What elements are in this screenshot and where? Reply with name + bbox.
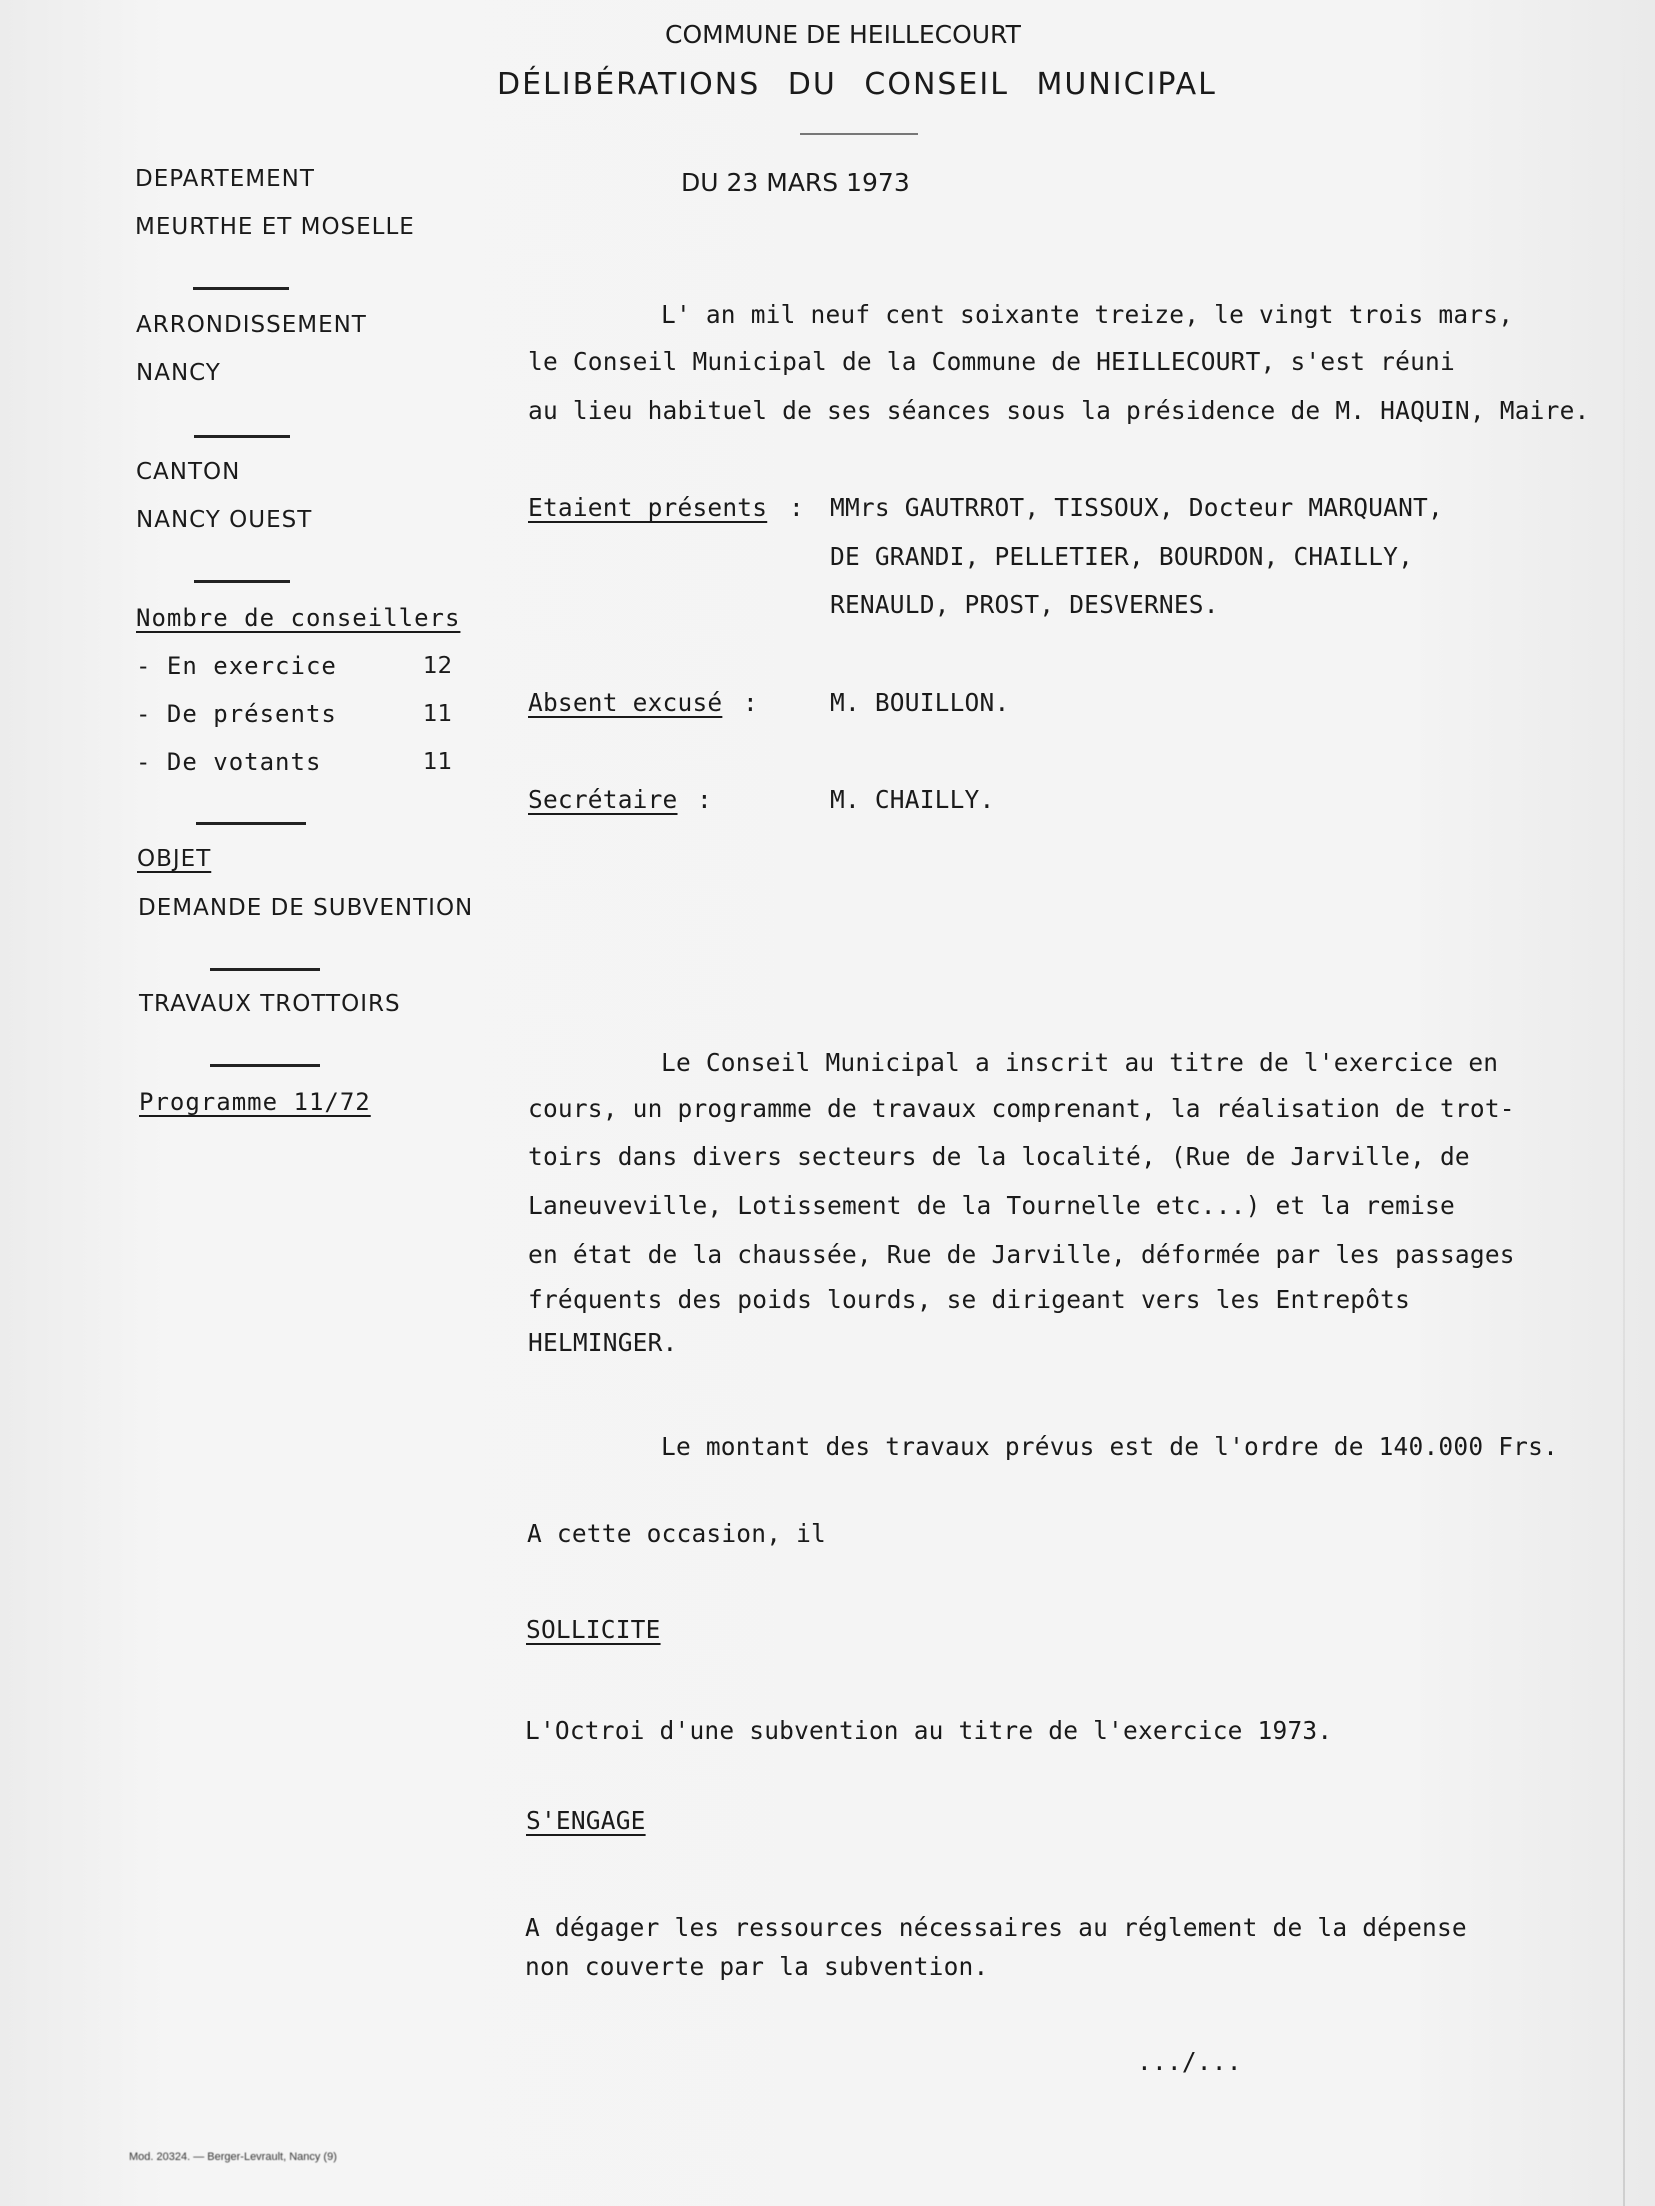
engage-text-line: A dégager les ressources nécessaires au réglement de la dépense (525, 1913, 1467, 1942)
secretary-label: Secrétaire (528, 785, 678, 814)
objet-label: OBJET (137, 846, 212, 872)
travaux-label: TRAVAUX TROTTOIRS (139, 991, 401, 1017)
programme-reference: Programme 11/72 (139, 1088, 371, 1116)
arrondissement-label: ARRONDISSEMENT (136, 312, 367, 338)
canton-value: NANCY OUEST (136, 507, 313, 533)
separator-rule (193, 287, 289, 290)
sollicite-heading: SOLLICITE (526, 1615, 661, 1644)
separator-rule (196, 822, 306, 825)
amount-statement: Le montant des travaux prévus est de l'ordre de 140.000 Frs. (661, 1432, 1559, 1461)
paragraph-line: Le Conseil Municipal a inscrit au titre de l'exercice en (661, 1048, 1499, 1077)
page-continuation-marker: .../... (1137, 2047, 1242, 2076)
preamble-line: au lieu habituel de ses séances sous la présidence de M. HAQUIN, Maire. (528, 396, 1590, 425)
paragraph-line: fréquents des poids lourds, se dirigeant vers les Entrepôts (528, 1285, 1411, 1314)
occasion-text: A cette occasion, il (527, 1519, 827, 1548)
separator-rule (210, 1064, 320, 1067)
sollicite-text: L'Octroi d'une subvention au titre de l'exercice 1973. (525, 1716, 1333, 1745)
present-names-line: RENAULD, PROST, DESVERNES. (830, 590, 1219, 619)
absent-colon: : (743, 688, 758, 717)
commune-name: COMMUNE DE HEILLECOURT (665, 20, 1021, 49)
present-colon: : (789, 493, 804, 522)
conseillers-votants-label: - De votants (136, 748, 322, 776)
secretary-name: M. CHAILLY. (830, 785, 995, 814)
paragraph-line: en état de la chaussée, Rue de Jarville, déformée par les passages (528, 1240, 1515, 1269)
present-names-line: DE GRANDI, PELLETIER, BOURDON, CHAILLY, (830, 542, 1414, 571)
departement-value: MEURTHE ET MOSELLE (135, 214, 415, 240)
objet-value: DEMANDE DE SUBVENTION (138, 895, 474, 921)
absent-name: M. BOUILLON. (830, 688, 1010, 717)
page-edge-shadow (1623, 0, 1625, 2206)
session-date: DU 23 MARS 1973 (681, 168, 910, 197)
secretary-colon: : (697, 785, 712, 814)
canton-label: CANTON (136, 459, 241, 485)
absent-label: Absent excusé (528, 688, 723, 717)
separator-rule (194, 580, 290, 583)
conseillers-heading: Nombre de conseillers (136, 604, 461, 632)
engage-heading: S'ENGAGE (526, 1806, 646, 1835)
arrondissement-value: NANCY (136, 360, 221, 386)
departement-label: DEPARTEMENT (135, 166, 315, 192)
conseillers-votants-value: 11 (423, 749, 453, 775)
present-label: Etaient présents (528, 493, 768, 522)
conseillers-presents-label: - De présents (136, 700, 337, 728)
preamble-line: L' an mil neuf cent soixante treize, le vingt trois mars, (661, 300, 1514, 329)
paragraph-line: toirs dans divers secteurs de la localité, (Rue de Jarville, de (528, 1142, 1470, 1171)
printer-imprint: Mod. 20324. — Berger-Levrault, Nancy (9) (129, 2151, 337, 2163)
document-title: DÉLIBÉRATIONS DU CONSEIL MUNICIPAL (497, 67, 1217, 102)
conseillers-en-exercice-value: 12 (423, 653, 453, 679)
separator-rule (194, 435, 290, 438)
paragraph-line: HELMINGER. (528, 1328, 678, 1357)
paragraph-line: Laneuveville, Lotissement de la Tournelle etc...) et la remise (528, 1191, 1455, 1220)
present-names-line: MMrs GAUTRROT, TISSOUX, Docteur MARQUANT, (830, 493, 1443, 522)
title-rule (800, 133, 918, 135)
engage-text-line: non couverte par la subvention. (525, 1952, 989, 1981)
conseillers-en-exercice-label: - En exercice (136, 652, 337, 680)
separator-rule (210, 968, 320, 971)
preamble-line: le Conseil Municipal de la Commune de HEILLECOURT, s'est réuni (528, 347, 1455, 376)
paragraph-line: cours, un programme de travaux comprenant, la réalisation de trot- (528, 1094, 1515, 1123)
conseillers-presents-value: 11 (423, 701, 453, 727)
